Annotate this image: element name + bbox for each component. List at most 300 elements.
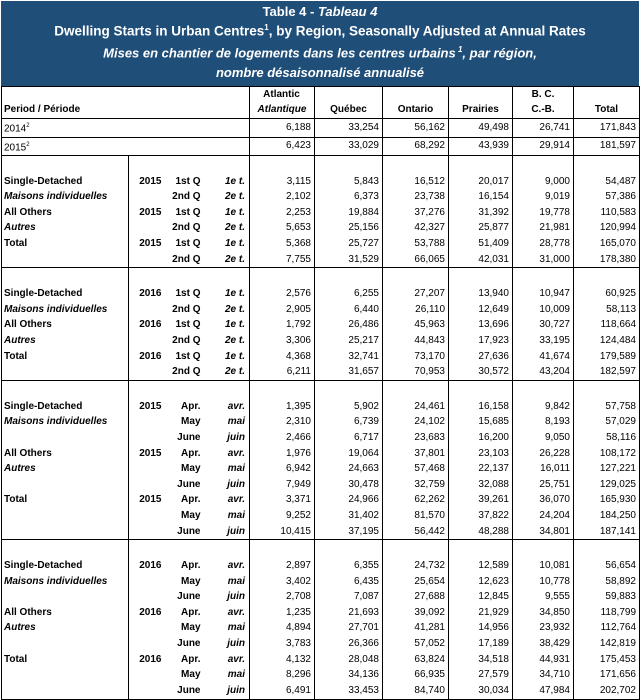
value-cell: 118,799 <box>574 605 640 621</box>
year-label <box>129 333 165 349</box>
year-label <box>129 364 165 380</box>
value-cell: 25,877 <box>449 221 513 237</box>
dwelling-starts-table <box>1 86 640 700</box>
period-fr: mai <box>205 415 250 431</box>
value-cell: 38,429 <box>513 636 574 652</box>
period-fr: 1e t. <box>205 318 250 334</box>
value-cell: 24,966 <box>315 493 383 509</box>
period-en: June <box>177 638 201 650</box>
value-cell: 32,741 <box>315 349 383 365</box>
period-fr: mai <box>205 508 250 524</box>
spacer-cell <box>449 155 513 174</box>
category-label: Autres <box>2 333 129 349</box>
value-cell: 10,778 <box>513 574 574 590</box>
value-cell: 6,739 <box>315 415 383 431</box>
value-cell: 8,296 <box>250 667 315 683</box>
value-cell: 20,017 <box>449 174 513 190</box>
table-row <box>2 524 640 540</box>
value-cell: 70,953 <box>383 364 449 380</box>
value-cell: 202,702 <box>574 683 640 699</box>
value-cell: 26,110 <box>383 302 449 318</box>
value-cell: 66,935 <box>383 667 449 683</box>
value-cell: 171,656 <box>574 667 640 683</box>
period-fr: juin <box>205 477 250 493</box>
period-en: Apr. <box>181 653 201 665</box>
period-fr: 2e t. <box>205 333 250 349</box>
category-label: All Others <box>2 605 129 621</box>
spacer-cell <box>449 380 513 399</box>
period-en: May <box>181 669 201 681</box>
category-label <box>2 508 129 524</box>
value-cell: 7,949 <box>250 477 315 493</box>
value-cell: 165,930 <box>574 493 640 509</box>
value-cell: 62,262 <box>383 493 449 509</box>
year-label: 2015 <box>129 493 165 509</box>
table-row <box>2 446 640 462</box>
spacer-cell <box>2 155 129 174</box>
spacer-cell <box>250 268 315 287</box>
value-cell: 1,792 <box>250 318 315 334</box>
table-title-banner <box>1 1 639 86</box>
value-cell: 63,824 <box>383 652 449 668</box>
value-cell: 10,947 <box>513 286 574 302</box>
value-cell: 37,276 <box>383 205 449 221</box>
value-cell: 27,688 <box>383 590 449 606</box>
period-fr: 2e t. <box>205 221 250 237</box>
table-row <box>2 590 640 606</box>
spacer-cell <box>165 155 205 174</box>
value-cell: 30,572 <box>449 364 513 380</box>
value-cell: 10,009 <box>513 302 574 318</box>
spacer-cell <box>2 380 129 399</box>
period-en: May <box>181 416 201 428</box>
table-row <box>2 415 640 431</box>
value-cell: 184,250 <box>574 508 640 524</box>
spacer-cell <box>129 540 165 559</box>
period-fr: avr. <box>205 399 250 415</box>
col-atlantic-en: Atlantic <box>250 87 315 103</box>
period-en: 1st Q <box>175 319 201 331</box>
value-cell: 32,759 <box>383 477 449 493</box>
value-cell: 29,914 <box>513 137 574 155</box>
year-label: 2015 <box>129 236 165 252</box>
period-en: 2nd Q <box>172 303 201 315</box>
category-label: Autres <box>2 621 129 637</box>
value-cell: 3,306 <box>250 333 315 349</box>
value-cell: 26,366 <box>315 636 383 652</box>
value-cell: 57,052 <box>383 636 449 652</box>
value-cell: 21,693 <box>315 605 383 621</box>
table-row <box>2 508 640 524</box>
period-fr: mai <box>205 621 250 637</box>
value-cell: 57,758 <box>574 399 640 415</box>
spacer-cell <box>574 540 640 559</box>
period-fr: 1e t. <box>205 286 250 302</box>
year-label <box>129 524 165 540</box>
value-cell: 59,883 <box>574 590 640 606</box>
spacer-cell <box>250 380 315 399</box>
value-cell: 81,570 <box>383 508 449 524</box>
value-cell: 12,589 <box>449 558 513 574</box>
category-label: Total <box>2 652 129 668</box>
table-row <box>2 189 640 205</box>
value-cell: 68,292 <box>383 137 449 155</box>
period-fr: 1e t. <box>205 174 250 190</box>
col-quebec: Québec <box>315 103 383 119</box>
period-en: 2nd Q <box>172 222 201 234</box>
value-cell: 16,512 <box>383 174 449 190</box>
value-cell: 19,064 <box>315 446 383 462</box>
value-cell: 2,466 <box>250 430 315 446</box>
value-cell: 27,636 <box>449 349 513 365</box>
value-cell: 33,195 <box>513 333 574 349</box>
value-cell: 31,402 <box>315 508 383 524</box>
value-cell: 112,764 <box>574 621 640 637</box>
spacer-cell <box>513 268 574 287</box>
year-label: 2015 <box>129 174 165 190</box>
spacer-cell <box>513 155 574 174</box>
spacer-cell <box>315 380 383 399</box>
table-row <box>2 252 640 268</box>
period-en: Apr. <box>181 560 201 572</box>
value-cell: 42,031 <box>449 252 513 268</box>
value-cell: 34,710 <box>513 667 574 683</box>
value-cell: 84,740 <box>383 683 449 699</box>
value-cell: 2,310 <box>250 415 315 431</box>
table-row <box>2 558 640 574</box>
category-label: Total <box>2 349 129 365</box>
value-cell: 12,623 <box>449 574 513 590</box>
value-cell: 34,850 <box>513 605 574 621</box>
value-cell: 16,200 <box>449 430 513 446</box>
spacer-cell <box>574 155 640 174</box>
category-label <box>2 683 129 699</box>
value-cell: 3,783 <box>250 636 315 652</box>
period-en: Apr. <box>181 494 201 506</box>
value-cell: 21,981 <box>513 221 574 237</box>
value-cell: 73,170 <box>383 349 449 365</box>
value-cell: 5,653 <box>250 221 315 237</box>
spacer-cell <box>205 540 250 559</box>
value-cell: 36,070 <box>513 493 574 509</box>
value-cell: 39,261 <box>449 493 513 509</box>
value-cell: 12,845 <box>449 590 513 606</box>
period-en: 2nd Q <box>172 253 201 265</box>
value-cell: 25,217 <box>315 333 383 349</box>
spacer-cell <box>513 540 574 559</box>
value-cell: 19,884 <box>315 205 383 221</box>
value-cell: 7,087 <box>315 590 383 606</box>
spacer-cell <box>205 155 250 174</box>
value-cell: 37,195 <box>315 524 383 540</box>
spacer-cell <box>129 380 165 399</box>
spacer-cell <box>165 380 205 399</box>
value-cell: 10,081 <box>513 558 574 574</box>
value-cell: 187,141 <box>574 524 640 540</box>
period-fr: juin <box>205 683 250 699</box>
period-en: May <box>181 509 201 521</box>
period-en: 2nd Q <box>172 191 201 203</box>
category-label: Maisons individuelles <box>2 189 129 205</box>
table-row <box>2 286 640 302</box>
category-label: All Others <box>2 205 129 221</box>
table-row <box>2 364 640 380</box>
value-cell: 60,925 <box>574 286 640 302</box>
spacer-cell <box>315 155 383 174</box>
value-cell: 28,778 <box>513 236 574 252</box>
footnote-mark: 2 <box>26 141 30 148</box>
value-cell: 23,103 <box>449 446 513 462</box>
value-cell: 2,905 <box>250 302 315 318</box>
table-row <box>2 574 640 590</box>
value-cell: 15,685 <box>449 415 513 431</box>
table-row <box>2 399 640 415</box>
category-label: Single-Detached <box>2 558 129 574</box>
annual-year: 2015 <box>4 141 27 153</box>
value-cell: 9,842 <box>513 399 574 415</box>
category-label <box>2 430 129 446</box>
value-cell: 47,984 <box>513 683 574 699</box>
annual-label <box>2 137 250 155</box>
category-label: Autres <box>2 461 129 477</box>
period-en: 2nd Q <box>172 334 201 346</box>
spacer-cell <box>205 380 250 399</box>
value-cell: 34,518 <box>449 652 513 668</box>
value-cell: 6,188 <box>250 119 315 137</box>
year-label <box>129 667 165 683</box>
value-cell: 66,065 <box>383 252 449 268</box>
col-prairies: Prairies <box>449 103 513 119</box>
col-period: Period / Période <box>2 103 250 119</box>
value-cell: 3,371 <box>250 493 315 509</box>
value-cell: 118,664 <box>574 318 640 334</box>
period-en: 1st Q <box>175 175 201 187</box>
section-spacer <box>2 268 640 287</box>
value-cell: 43,204 <box>513 364 574 380</box>
value-cell: 179,589 <box>574 349 640 365</box>
value-cell: 32,088 <box>449 477 513 493</box>
value-cell: 3,402 <box>250 574 315 590</box>
year-label <box>129 574 165 590</box>
value-cell: 24,663 <box>315 461 383 477</box>
value-cell: 6,423 <box>250 137 315 155</box>
category-label: Single-Detached <box>2 399 129 415</box>
value-cell: 25,727 <box>315 236 383 252</box>
annual-label <box>2 119 250 137</box>
value-cell: 58,116 <box>574 430 640 446</box>
value-cell: 33,453 <box>315 683 383 699</box>
table-row <box>2 430 640 446</box>
period-en: Apr. <box>181 606 201 618</box>
value-cell: 58,892 <box>574 574 640 590</box>
value-cell: 13,940 <box>449 286 513 302</box>
value-cell: 178,380 <box>574 252 640 268</box>
category-label <box>2 590 129 606</box>
period-fr: 2e t. <box>205 364 250 380</box>
period-en: May <box>181 622 201 634</box>
value-cell: 27,579 <box>449 667 513 683</box>
year-label: 2016 <box>129 318 165 334</box>
year-label <box>129 461 165 477</box>
value-cell: 9,555 <box>513 590 574 606</box>
spacer-cell <box>250 155 315 174</box>
category-label: Single-Detached <box>2 174 129 190</box>
period-fr: avr. <box>205 446 250 462</box>
value-cell: 6,373 <box>315 189 383 205</box>
category-label <box>2 524 129 540</box>
value-cell: 24,204 <box>513 508 574 524</box>
value-cell: 48,288 <box>449 524 513 540</box>
col-atlantic-fr: Atlantique <box>250 103 315 119</box>
period-en: Apr. <box>181 447 201 459</box>
period-fr: 1e t. <box>205 205 250 221</box>
value-cell: 28,048 <box>315 652 383 668</box>
value-cell: 34,801 <box>513 524 574 540</box>
section-spacer <box>2 380 640 399</box>
period-en: 1st Q <box>175 350 201 362</box>
value-cell: 13,696 <box>449 318 513 334</box>
value-cell: 58,113 <box>574 302 640 318</box>
spacer-cell <box>129 268 165 287</box>
year-label <box>129 221 165 237</box>
value-cell: 25,654 <box>383 574 449 590</box>
value-cell: 26,741 <box>513 119 574 137</box>
header-row-1 <box>2 87 640 103</box>
value-cell: 6,942 <box>250 461 315 477</box>
value-cell: 9,019 <box>513 189 574 205</box>
period-en: June <box>177 591 201 603</box>
value-cell: 6,211 <box>250 364 315 380</box>
col-total: Total <box>574 103 640 119</box>
category-label: Total <box>2 236 129 252</box>
value-cell: 7,755 <box>250 252 315 268</box>
table-row <box>2 236 640 252</box>
period-en: Apr. <box>181 400 201 412</box>
value-cell: 27,207 <box>383 286 449 302</box>
period-fr: 2e t. <box>205 302 250 318</box>
value-cell: 41,674 <box>513 349 574 365</box>
period-fr: avr. <box>205 493 250 509</box>
value-cell: 4,894 <box>250 621 315 637</box>
value-cell: 8,193 <box>513 415 574 431</box>
spacer-cell <box>129 155 165 174</box>
table-title-fr: Mises en chantier de logements dans les centres urbains $^1$, par région, <box>103 45 537 61</box>
period-fr: 1e t. <box>205 236 250 252</box>
value-cell: 23,738 <box>383 189 449 205</box>
spacer-cell <box>574 268 640 287</box>
period-en: June <box>165 683 205 699</box>
period-en: June <box>177 525 201 537</box>
table-row <box>2 302 640 318</box>
period-fr: 1e t. <box>205 349 250 365</box>
value-cell: 142,819 <box>574 636 640 652</box>
spacer-cell <box>315 540 383 559</box>
table-row <box>2 477 640 493</box>
value-cell: 31,529 <box>315 252 383 268</box>
category-label: Single-Detached <box>2 286 129 302</box>
value-cell: 6,355 <box>315 558 383 574</box>
table-row <box>2 333 640 349</box>
value-cell: 57,468 <box>383 461 449 477</box>
value-cell: 2,576 <box>250 286 315 302</box>
value-cell: 57,029 <box>574 415 640 431</box>
value-cell: 56,654 <box>574 558 640 574</box>
value-cell: 24,732 <box>383 558 449 574</box>
value-cell: 25,751 <box>513 477 574 493</box>
value-cell: 6,491 <box>250 683 315 699</box>
table-row <box>2 667 640 683</box>
value-cell: 30,034 <box>449 683 513 699</box>
value-cell: 53,788 <box>383 236 449 252</box>
category-label <box>2 252 129 268</box>
annual-row <box>2 119 640 137</box>
value-cell: 17,923 <box>449 333 513 349</box>
period-fr: mai <box>205 667 250 683</box>
period-fr: avr. <box>205 605 250 621</box>
period-fr: juin <box>205 524 250 540</box>
year-label: 2015 <box>129 446 165 462</box>
value-cell: 2,708 <box>250 590 315 606</box>
category-label <box>2 667 129 683</box>
spacer-cell <box>449 540 513 559</box>
value-cell: 49,498 <box>449 119 513 137</box>
period-en: June <box>177 431 201 443</box>
value-cell: 25,156 <box>315 221 383 237</box>
value-cell: 6,440 <box>315 302 383 318</box>
period-fr: mai <box>205 461 250 477</box>
period-fr: juin <box>205 636 250 652</box>
spacer-cell <box>383 380 449 399</box>
spacer-cell <box>383 540 449 559</box>
year-label <box>129 252 165 268</box>
col-bc-en: B. C. <box>513 87 574 103</box>
year-label <box>129 415 165 431</box>
value-cell: 41,281 <box>383 621 449 637</box>
table-row <box>2 349 640 365</box>
value-cell: 2,102 <box>250 189 315 205</box>
annual-row <box>2 137 640 155</box>
spacer-cell <box>513 380 574 399</box>
value-cell: 6,435 <box>315 574 383 590</box>
spacer-cell <box>2 540 129 559</box>
value-cell: 16,154 <box>449 189 513 205</box>
period-fr: avr. <box>205 652 250 668</box>
value-cell: 10,415 <box>250 524 315 540</box>
value-cell: 17,189 <box>449 636 513 652</box>
value-cell: 165,070 <box>574 236 640 252</box>
period-fr: juin <box>205 430 250 446</box>
year-label <box>129 477 165 493</box>
category-label <box>2 477 129 493</box>
year-label: 2016 <box>129 558 165 574</box>
value-cell: 4,368 <box>250 349 315 365</box>
value-cell: 4,132 <box>250 652 315 668</box>
value-cell: 2,253 <box>250 205 315 221</box>
period-en: 1st Q <box>175 206 201 218</box>
value-cell: 45,963 <box>383 318 449 334</box>
value-cell: 26,228 <box>513 446 574 462</box>
period-en: June <box>177 478 201 490</box>
value-cell: 1,235 <box>250 605 315 621</box>
value-cell: 23,932 <box>513 621 574 637</box>
period-en: 1st Q <box>175 288 201 300</box>
value-cell: 14,956 <box>449 621 513 637</box>
table-row <box>2 461 640 477</box>
period-en: May <box>181 463 201 475</box>
table-row <box>2 221 640 237</box>
period-en: 2nd Q <box>172 366 201 378</box>
value-cell: 27,701 <box>315 621 383 637</box>
